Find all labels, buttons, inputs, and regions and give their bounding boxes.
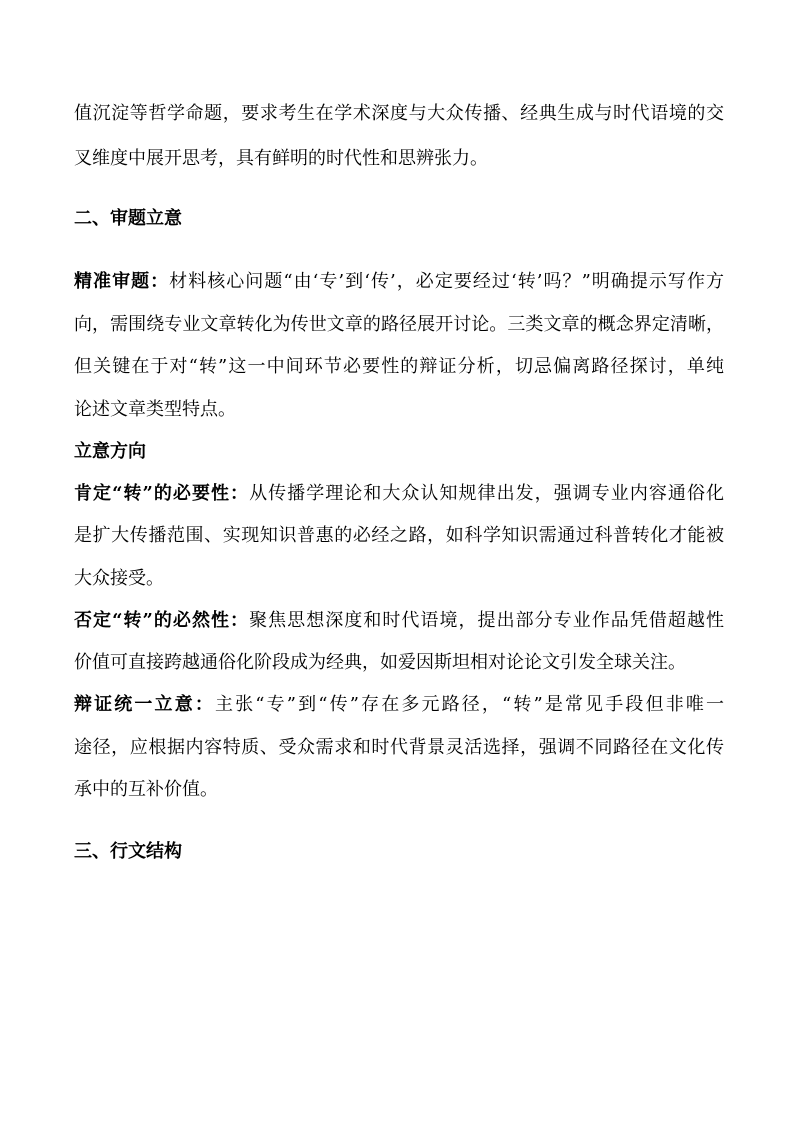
- affirm-text: 从传播学理论和大众认知规律出发，强调专业内容通俗化: [249, 483, 724, 504]
- precise-review-line-2: 向，需围绕专业文章转化为传世文章的路径展开讨论。三类文章的概念界定清晰，: [74, 314, 724, 335]
- affirm-line-2: 是扩大传播范围、实现知识普惠的必经之路，如科学知识需通过科普转化才能被: [74, 525, 724, 546]
- precise-review-label: 精准审题：: [74, 271, 170, 292]
- deny-line-2: 价值可直接跨越通俗化阶段成为经典，如爱因斯坦相对论论文引发全球关注。: [74, 652, 686, 673]
- intro-paragraph-line-1: 值沉淀等哲学命题，要求考生在学术深度与大众传播、经典生成与时代语境的交: [74, 103, 724, 124]
- section-heading-structure: 三、行文结构: [74, 841, 182, 862]
- deny-line-1: [74, 609, 724, 633]
- precise-review-line-4: 论述文章类型特点。: [74, 399, 236, 420]
- dialectic-line-1: [74, 693, 724, 717]
- deny-text: 聚焦思想深度和时代语境，提出部分专业作品凭借超越性: [249, 610, 724, 631]
- section-heading-review: 二、审题立意: [74, 208, 182, 229]
- affirm-label: 肯定“转”的必要性：: [74, 483, 250, 504]
- precise-review-line-1: [74, 270, 724, 294]
- precise-review-line-3: 但关键在于对“转”这一中间环节必要性的辩证分析，切忌偏离路径探讨，单纯: [74, 356, 724, 377]
- dialectic-text: 主张“专”到“传”存在多元路径，“转”是常见手段但非唯一: [214, 694, 724, 715]
- precise-review-text: 材料核心问题“由‘专’到‘传’，必定要经过‘转’吗？”明确提示写作方: [169, 271, 724, 292]
- dialectic-line-2: 途径，应根据内容特质、受众需求和时代背景灵活选择，强调不同路径在文化传: [74, 737, 724, 758]
- intro-paragraph-line-2: 叉维度中展开思考，具有鲜明的时代性和思辨张力。: [74, 148, 488, 169]
- affirm-line-1: [74, 482, 724, 506]
- dialectic-line-3: 承中的互补价值。: [74, 779, 218, 800]
- direction-heading: 立意方向: [74, 441, 146, 462]
- dialectic-label: 辩证统一立意：: [74, 694, 215, 715]
- deny-label: 否定“转”的必然性：: [74, 610, 250, 631]
- affirm-line-3: 大众接受。: [74, 568, 164, 589]
